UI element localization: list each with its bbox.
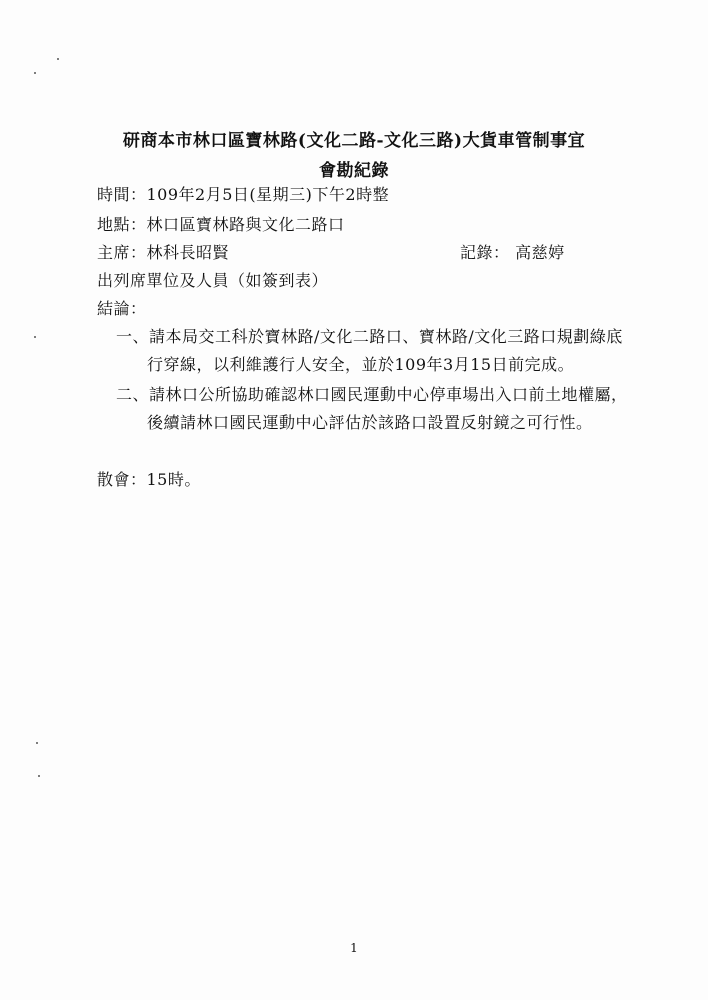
meeting-time: 時間：109年2月5日(星期三)下午2時整 xyxy=(97,185,390,204)
scan-speck xyxy=(34,336,36,338)
conclusion-item-2-line-1: 二、請林口公所協助確認林口國民運動中心停車場出入口前土地權屬， xyxy=(116,385,628,404)
scan-speck xyxy=(38,775,40,777)
conclusion-label: 結論： xyxy=(97,299,147,318)
scan-speck xyxy=(57,58,59,60)
document-subtitle: 會勘紀錄 xyxy=(319,161,389,181)
scan-speck xyxy=(34,72,36,74)
meeting-place: 地點：林口區寶林路與文化二路口 xyxy=(97,215,345,234)
conclusion-item-2-line-2: 後續請林口國民運動中心評估於該路口設置反射鏡之可行性。 xyxy=(147,413,593,432)
meeting-attendees: 出列席單位及人員（如簽到表） xyxy=(97,271,329,290)
page-number: 1 xyxy=(350,941,358,955)
meeting-chair: 主席：林科長昭賢 xyxy=(97,243,230,262)
meeting-recorder: 記錄： 高慈婷 xyxy=(460,243,565,262)
document-title: 研商本市林口區寶林路(文化二路-文化三路)大貨車管制事宜 xyxy=(122,131,586,151)
conclusion-item-1-line-2: 行穿線，以利維護行人安全，並於109年3月15日前完成。 xyxy=(147,355,575,374)
conclusion-item-1-line-1: 一、請本局交工科於寶林路/文化二路口、寶林路/文化三路口規劃綠底 xyxy=(116,327,623,346)
meeting-adjourn: 散會：15時。 xyxy=(97,470,201,489)
scan-speck xyxy=(36,742,38,744)
